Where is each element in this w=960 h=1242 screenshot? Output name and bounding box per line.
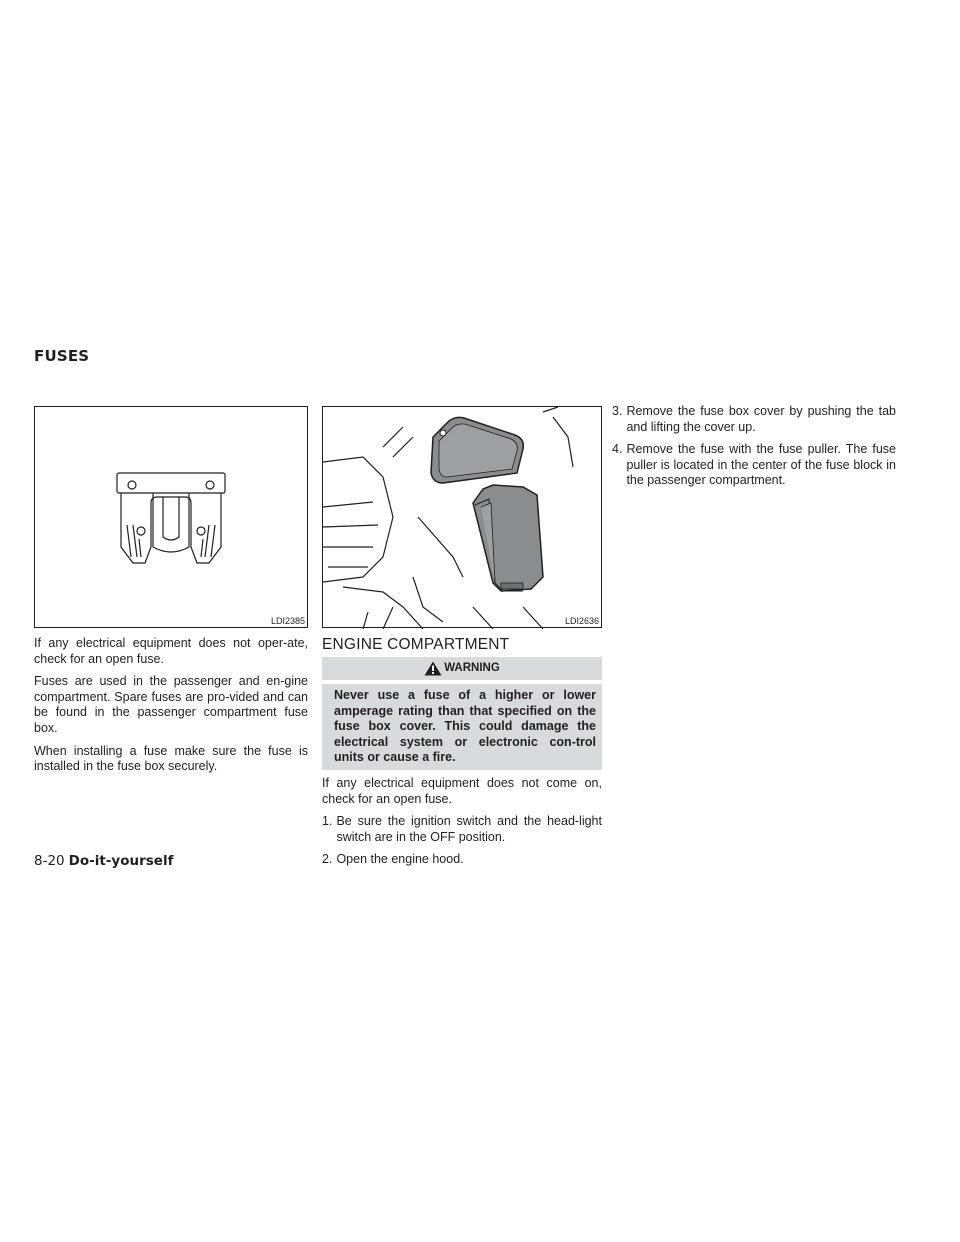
warning-text: Never use a fuse of a higher or lower amperage rating than that specified on the fuse box cover. This could damage the electrical system or electronic con-trol units or cause a fire. xyxy=(322,684,602,770)
warning-icon xyxy=(424,661,442,676)
step-text: Open the engine hood. xyxy=(336,852,464,867)
page-footer xyxy=(34,853,173,869)
list-item xyxy=(322,814,602,845)
figure-id-2: LDI2636 xyxy=(564,616,599,626)
step-number: 2. xyxy=(322,852,333,867)
fuse-box-drawing xyxy=(323,407,603,629)
paragraph: Fuses are used in the passenger and en-gine compartment. Spare fuses are pro-vided and can be found in the passenger compartment fuse box. xyxy=(34,674,308,735)
column-1 xyxy=(34,636,308,782)
step-number: 3. xyxy=(612,404,623,418)
list-item xyxy=(612,404,896,435)
step-number: 4. xyxy=(612,442,623,457)
figure-id-1: LDI2385 xyxy=(270,616,305,626)
paragraph: If any electrical equipment does not come on, check for an open fuse. xyxy=(322,775,602,806)
list-item xyxy=(612,442,896,489)
column-2 xyxy=(322,636,602,875)
engine-compartment-illustration xyxy=(322,406,602,628)
list-item xyxy=(322,852,602,868)
paragraph: If any electrical equipment does not oper-ate, check for an open fuse. xyxy=(34,636,308,666)
fuse-drawing xyxy=(35,407,309,629)
step-text: Be sure the ignition switch and the head-light switch are in the OFF position. xyxy=(336,814,602,844)
warning-label: WARNING xyxy=(444,661,500,674)
fuse-illustration xyxy=(34,406,308,628)
section-title: FUSES xyxy=(34,347,90,365)
chapter-title: Do-it-yourself xyxy=(68,853,174,869)
column-3 xyxy=(612,404,896,496)
warning-header xyxy=(322,657,602,680)
step-text: Remove the fuse box cover by pushing the tab and lifting the cover up. xyxy=(626,404,896,434)
step-text: Remove the fuse with the fuse puller. The fuse puller is located in the center of the fuse block in the passenger compartment. xyxy=(626,442,896,488)
paragraph: When installing a fuse make sure the fuse is installed in the fuse box securely. xyxy=(34,743,308,774)
subsection-title: ENGINE COMPARTMENT xyxy=(322,636,510,653)
page-number: 8-20 xyxy=(34,853,65,869)
step-number: 1. xyxy=(322,814,333,829)
